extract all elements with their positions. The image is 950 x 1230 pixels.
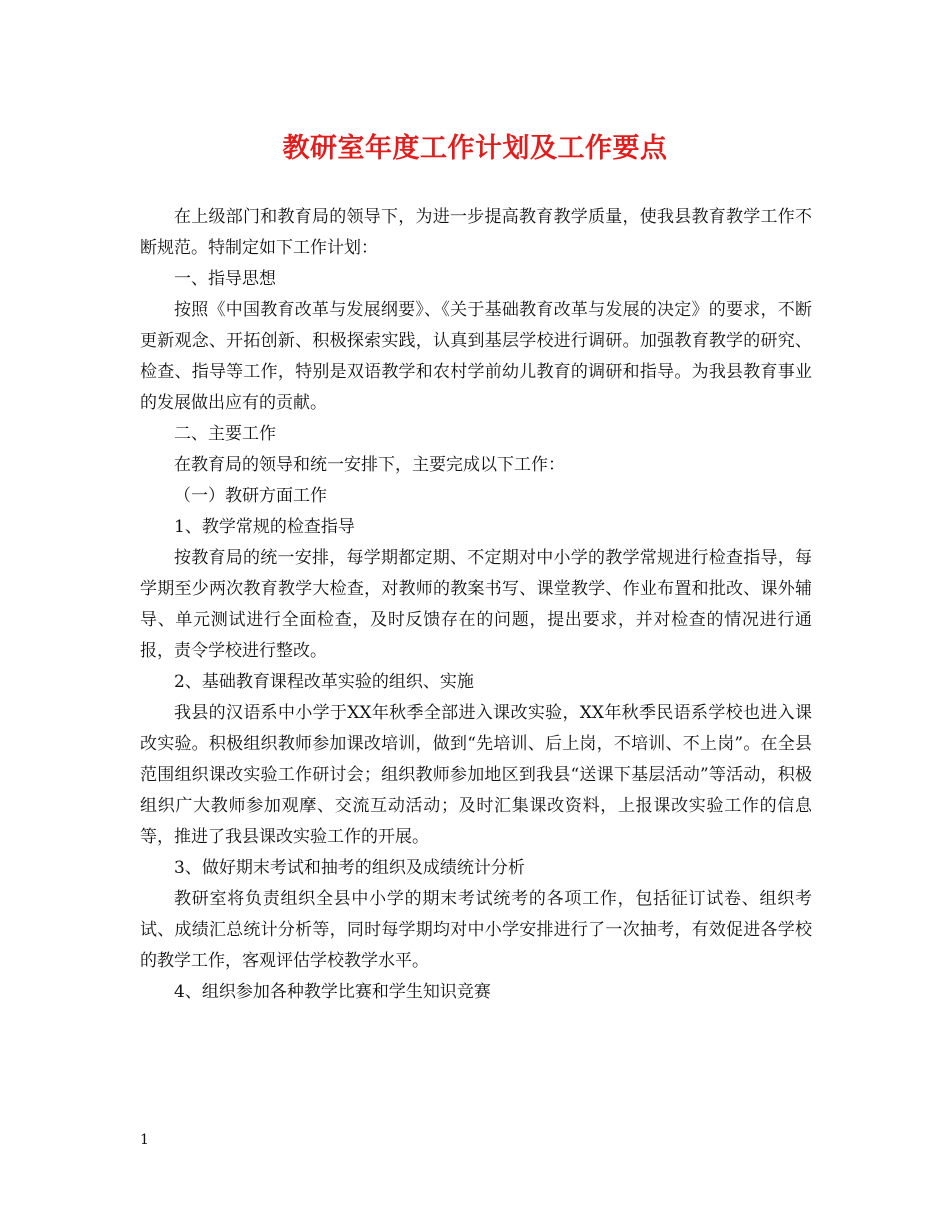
item-paragraph-3: 教研室将负责组织全县中小学的期末考试统考的各项工作，包括征订试卷、组织考试、成绩汇总统计分析等，同时每学期均对中小学安排进行了一次抽考，有效促进各学校的教学工作，客观评估学校教学水平。 [140, 889, 812, 971]
item-heading-2: 2、基础教育课程改革实验的组织、实施 [174, 672, 474, 692]
item-heading-4: 4、组织参加各种教学比赛和学生知识竞赛 [174, 982, 491, 1002]
paragraph-main-work-intro: 在教育局的领导和统一安排下，主要完成以下工作： [174, 455, 565, 475]
item-heading-1: 1、教学常规的检查指导 [174, 517, 355, 537]
paragraph-intro: 在上级部门和教育局的领导下，为进一步提高教育教学质量，使我县教育教学工作不断规范。特制定如下工作计划： [140, 207, 812, 258]
document-title: 教研室年度工作计划及工作要点 [282, 133, 668, 164]
item-paragraph-1: 按教育局的统一安排，每学期都定期、不定期对中小学的教学常规进行检查指导，每学期至少两次教育教学大检查，对教师的教案书写、课堂教学、作业布置和批改、课外辅导、单元测试进行全面检查，及时反馈存在的问题，提出要求，并对检查的情况进行通报，责令学校进行整改。 [140, 548, 812, 661]
document-body [140, 202, 812, 1008]
subheading-research-work: （一）教研方面工作 [174, 486, 327, 506]
item-paragraph-2: 我县的汉语系中小学于XX年秋季全部进入课改实验，XX年秋季民语系学校也进入课改实验。积极组织教师参加课改培训，做到“先培训、后上岗，不培训、不上岗”。在全县范围组织课改实验工作研讨会；组织教师参加地区到我县“送课下基层活动”等活动，积极组织广大教师参加观摩、交流互动活动；及时汇集课改资料，上报课改实验工作的信息等，推进了我县课改实验工作的开展。 [140, 703, 812, 847]
heading-main-work: 二、主要工作 [174, 424, 276, 444]
item-heading-3: 3、做好期末考试和抽考的组织及成绩统计分析 [174, 858, 525, 878]
paragraph-guiding-ideology: 按照《中国教育改革与发展纲要》、《关于基础教育改革与发展的决定》的要求，不断更新观念、开拓创新、积极探索实践，认真到基层学校进行调研。加强教育教学的研究、检查、指导等工作，特别是双语教学和农村学前幼儿教育的调研和指导。为我县教育事业的发展做出应有的贡献。 [140, 300, 812, 413]
page-number: 1 [140, 1132, 149, 1148]
heading-guiding-ideology: 一、指导思想 [174, 269, 276, 289]
